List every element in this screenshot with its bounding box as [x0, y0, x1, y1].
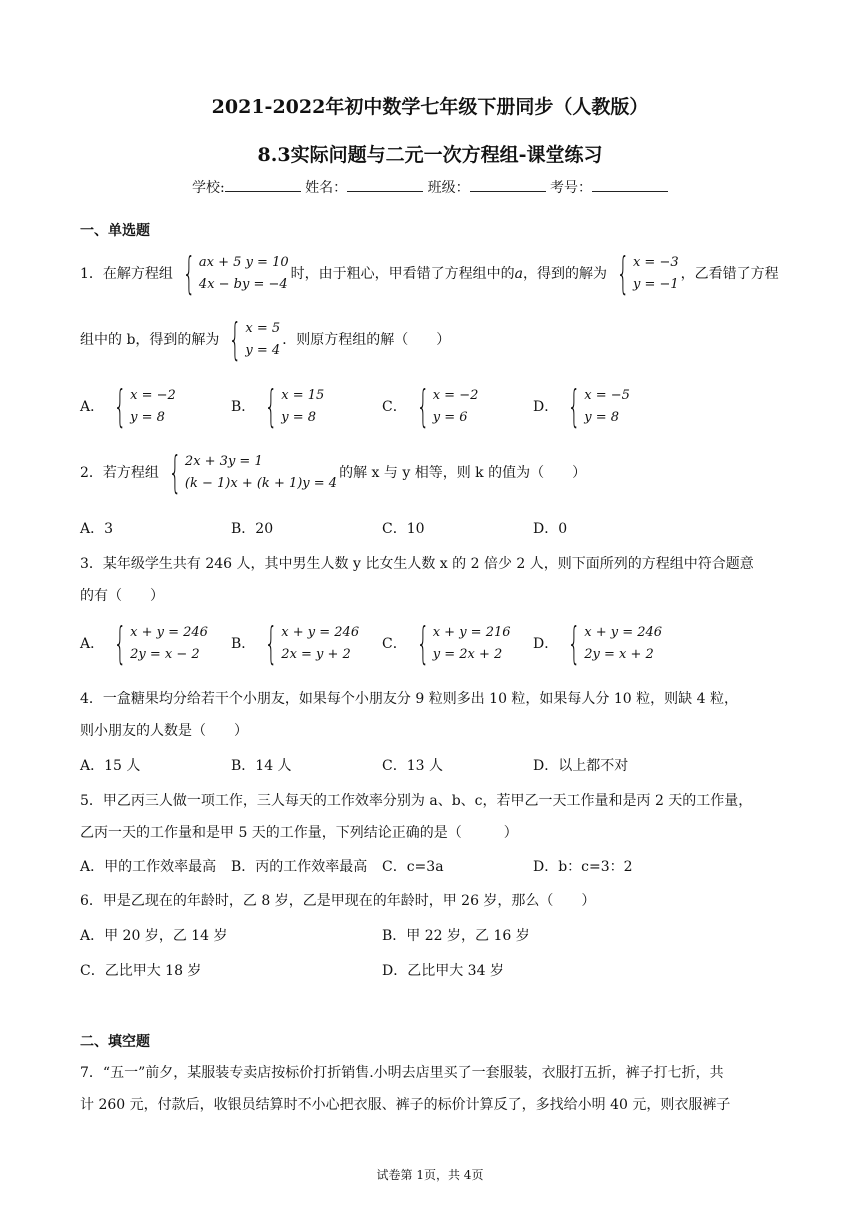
q1-sol1-x: x = −3 — [632, 255, 679, 270]
option-eq-2: y = 2x + 2 — [432, 647, 503, 662]
school-blank — [225, 179, 301, 192]
q4-option-a[interactable]: A．15 人 — [80, 758, 141, 774]
student-info-row — [0, 177, 860, 197]
option-eq-2: y = 6 — [432, 410, 468, 425]
q2-option-b[interactable]: B．20 — [231, 521, 274, 537]
option-system — [560, 381, 630, 432]
q6-option-d[interactable]: D．乙比甲大 34 岁 — [382, 963, 504, 979]
q4-option-d[interactable]: D．以上都不对 — [533, 758, 629, 774]
class-label: 班级： — [427, 180, 470, 196]
option-eq-1: x = 15 — [281, 388, 325, 403]
q3-line-1: 3．某年级学生共有 246 人，其中男生人数 y 比女生人数 x 的 2 倍少 2 人，则下面所列的方程组中符合题意 — [80, 556, 754, 572]
q1-solution-1 — [609, 248, 679, 299]
option-eq-1: x + y = 246 — [584, 625, 663, 640]
q6-line-1: 6．甲是乙现在的年龄时，乙 8 岁，乙是甲现在的年龄时，甲 26 岁，那么（ ） — [80, 893, 596, 909]
q4-option-c[interactable]: C．13 人 — [382, 758, 443, 774]
option-eq-1: x + y = 246 — [281, 625, 360, 640]
class-blank — [470, 179, 546, 192]
option-eq-2: 2y = x + 2 — [584, 647, 654, 662]
q1-line-1 — [80, 248, 779, 299]
option-system — [409, 381, 479, 432]
q1-line-2 — [80, 314, 451, 365]
brace-icon: { — [168, 447, 182, 498]
option-label: A． — [80, 399, 105, 415]
q2-option-a[interactable]: A．3 — [80, 521, 114, 537]
q4-option-b[interactable]: B．14 人 — [231, 758, 292, 774]
brace-icon: { — [616, 248, 630, 299]
option-label: A． — [80, 636, 105, 652]
exam-no-label: 考号： — [550, 180, 593, 196]
q5-line-1: 5．甲乙丙三人做一项工作，三人每天的工作效率分别为 a、b、c，若甲乙一天工作量和是丙 2 天的工作量， — [80, 793, 753, 809]
exam-no-blank — [592, 179, 668, 192]
option-label: B． — [231, 399, 256, 415]
q1-line2-prefix: 组中的 b，得到的解为 — [80, 332, 220, 348]
q1-sol1-y: y = −1 — [632, 277, 679, 292]
option-label: D． — [533, 399, 559, 415]
q3-option-d[interactable] — [533, 618, 664, 669]
q1-prefix: 1．在解方程组 — [80, 266, 173, 282]
q7-line-2: 计 260 元，付款后，收银员结算时不小心把衣服、裤子的标价计算反了，多找给小明 40 元，则衣服裤子 — [80, 1097, 731, 1113]
section-fill-in: 二、填空题 — [80, 1034, 150, 1050]
q1-var-a: a — [514, 266, 523, 282]
brace-icon: { — [567, 381, 581, 432]
q1-text-mid1: 时，由于粗心，甲看错了方程组中的 — [290, 266, 515, 282]
option-eq-2: 2x = y + 2 — [281, 647, 351, 662]
q1-option-d[interactable] — [533, 381, 632, 432]
option-eq-2: y = 8 — [584, 410, 620, 425]
brace-icon: { — [264, 618, 278, 669]
option-eq-2: y = 8 — [281, 410, 317, 425]
q2-suffix: 的解 x 与 y 相等，则 k 的值为（ ） — [339, 465, 587, 481]
title-line-1: 2021-2022年初中数学七年级下册同步（人教版） — [211, 96, 649, 118]
q2-option-c[interactable]: C．10 — [382, 521, 425, 537]
q4-line-1: 4．一盒糖果均分给若干个小朋友，如果每个小朋友分 9 粒则多出 10 粒，如果每人分 10 粒，则缺 4 粒， — [80, 691, 738, 707]
q6-option-a[interactable]: A．甲 20 岁，乙 14 岁 — [80, 928, 228, 944]
q5-option-c[interactable]: C．c=3a — [382, 859, 444, 875]
brace-icon: { — [567, 618, 581, 669]
q1-system — [175, 248, 289, 299]
q1-option-a[interactable] — [80, 381, 178, 432]
option-system — [106, 618, 208, 669]
title-line-2: 8.3实际问题与二元一次方程组-课堂练习 — [257, 144, 603, 166]
option-eq-1: x = −5 — [584, 388, 630, 403]
q3-line-2: 的有（ ） — [80, 588, 164, 604]
option-eq-1: x + y = 216 — [432, 625, 511, 640]
brace-icon: { — [416, 618, 430, 669]
q2-eq-1: 2x + 3y = 1 — [184, 454, 263, 469]
q2-eq-2: (k − 1)x + (k + 1)y = 4 — [184, 476, 338, 491]
q7-line-1: 7．“五一”前夕，某服装专卖店按标价打折销售.小明去店里买了一套服装，衣服打五折，裤子打七折，共 — [80, 1065, 724, 1081]
q1-text-mid3: ，乙看错了方程 — [680, 266, 779, 282]
option-eq-2: 2y = x − 2 — [130, 647, 200, 662]
option-eq-1: x + y = 246 — [130, 625, 208, 640]
option-system — [106, 381, 176, 432]
q1-eq-1: ax + 5 y = 10 — [198, 255, 289, 270]
q4-line-2: 则小朋友的人数是（ ） — [80, 723, 248, 739]
q1-eq-2: 4x − by = −4 — [198, 277, 288, 292]
q1-sol2-x: x = 5 — [245, 321, 281, 336]
option-eq-1: x = −2 — [130, 388, 176, 403]
brace-icon: { — [229, 314, 242, 365]
q3-option-b[interactable] — [231, 618, 361, 669]
q3-option-c[interactable] — [382, 618, 513, 669]
option-label: C． — [382, 399, 407, 415]
option-label: D． — [533, 636, 559, 652]
brace-icon: { — [182, 248, 196, 299]
q1-option-c[interactable] — [382, 381, 480, 432]
q1-sol2-y: y = 4 — [245, 343, 281, 358]
q3-option-a[interactable] — [80, 618, 210, 669]
option-system — [257, 381, 325, 432]
brace-icon: { — [264, 381, 278, 432]
q2-line-1 — [80, 447, 587, 498]
q2-option-d[interactable]: D．0 — [533, 521, 568, 537]
option-eq-1: x = −2 — [432, 388, 479, 403]
q5-line-2: 乙丙一天的工作量和是甲 5 天的工作量，下列结论正确的是（ ） — [80, 825, 518, 841]
q5-option-a[interactable]: A．甲的工作效率最高 — [80, 859, 217, 875]
option-label: B． — [231, 636, 256, 652]
school-label: 学校: — [191, 180, 225, 196]
option-system — [560, 618, 663, 669]
page-footer: 试卷第 1页，共 4页 — [376, 1168, 484, 1182]
q2-system — [161, 447, 338, 498]
q1-solution-2 — [221, 314, 281, 365]
q5-option-d[interactable]: D．b：c=3：2 — [533, 859, 633, 875]
name-blank — [347, 179, 423, 192]
q1-text-mid2: ，得到的解为 — [522, 266, 607, 282]
brace-icon: { — [416, 381, 430, 432]
option-system — [409, 618, 511, 669]
brace-icon: { — [113, 618, 127, 669]
q6-option-b[interactable]: B．甲 22 岁，乙 16 岁 — [382, 928, 530, 944]
q1-option-b[interactable] — [231, 381, 326, 432]
q1-line2-suffix: ．则原方程组的解（ ） — [282, 332, 451, 348]
q2-prefix: 2．若方程组 — [80, 465, 159, 481]
q6-option-c[interactable]: C．乙比甲大 18 岁 — [80, 963, 202, 979]
name-label: 姓名： — [305, 180, 348, 196]
option-system — [257, 618, 360, 669]
option-eq-2: y = 8 — [130, 410, 165, 425]
q5-option-b[interactable]: B．丙的工作效率最高 — [231, 859, 368, 875]
section-single-choice: 一、单选题 — [80, 223, 150, 239]
option-label: C． — [382, 636, 407, 652]
brace-icon: { — [113, 381, 127, 432]
